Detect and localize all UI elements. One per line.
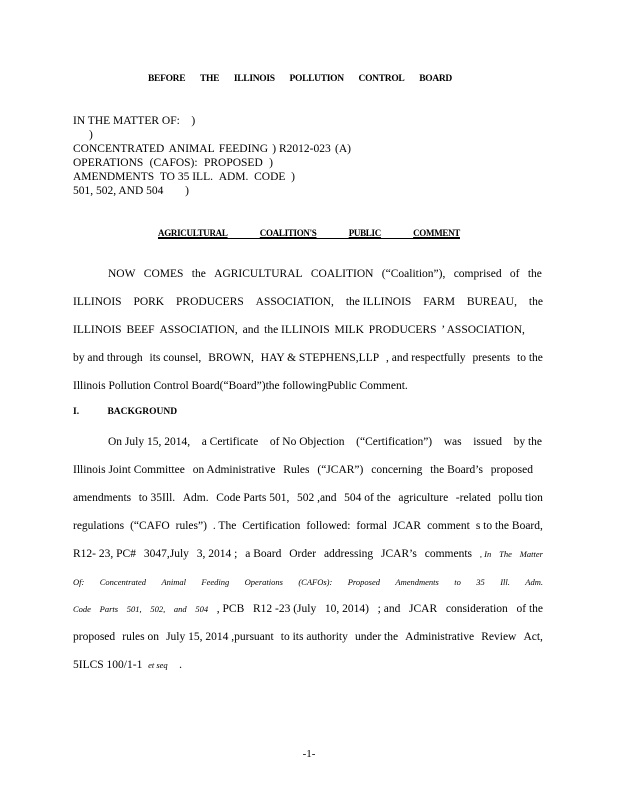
text-run: Code — [73, 604, 91, 614]
paragraph-line — [73, 323, 525, 337]
paragraph-line — [73, 602, 543, 616]
text-run: 504 — [195, 604, 209, 614]
text-run: on Administrative — [192, 464, 276, 476]
paragraph-line — [73, 491, 543, 505]
text-run: Rules — [283, 464, 310, 476]
text-run: the Board’s — [430, 464, 483, 476]
text-run: by and through — [73, 352, 143, 364]
text-run: 3, 2014 ; — [196, 548, 238, 560]
text-run: the — [528, 296, 543, 308]
text-run: the — [191, 268, 206, 280]
text-run: Of: — [73, 577, 85, 587]
text-run: FARM — [423, 296, 455, 308]
text-run: IN THE MATTER OF: — [73, 115, 180, 127]
text-run: addressing — [323, 548, 374, 560]
text-run: s to the Board, — [475, 520, 543, 532]
text-run: pollu tion — [498, 492, 543, 504]
text-run: (“JCAR”) — [317, 464, 364, 476]
text-run: ) — [185, 185, 189, 197]
document-heading — [148, 74, 452, 84]
text-run: ) — [291, 171, 295, 183]
caption-line — [73, 142, 351, 156]
text-run: Review — [481, 631, 517, 643]
text-run: 5ILCS 100/1-1 — [73, 659, 143, 671]
text-run: ILLINOIS — [73, 324, 122, 336]
text-run: Administrative — [405, 631, 475, 643]
text-run: ANIMAL — [168, 143, 215, 155]
text-run: (“Certification”) — [356, 436, 433, 448]
text-run: to the — [517, 352, 543, 364]
text-run: 502 ,and — [296, 492, 337, 504]
text-run: (“Coalition”), — [381, 268, 446, 280]
text-run: of the — [516, 603, 543, 615]
text-run: ) — [269, 157, 273, 169]
text-run: ; and — [377, 603, 401, 615]
text-run: Order — [289, 548, 317, 560]
text-run: JCAR’s — [381, 548, 417, 560]
text-run: to its authority — [280, 631, 348, 643]
text-run: its counsel, — [149, 352, 202, 364]
text-run: Illinois Pollution Control Board(“Board”) — [73, 380, 266, 392]
text-run: the following — [265, 380, 328, 392]
text-run: Public Comment. — [327, 380, 408, 392]
text-run: COALITION — [310, 268, 374, 280]
text-run: MILK — [334, 324, 364, 336]
text-run: to — [454, 577, 461, 587]
text-run: rules”) — [175, 520, 207, 532]
paragraph-line — [73, 575, 543, 589]
text-run: , and respectfully — [386, 352, 466, 364]
text-run: Concentrated — [99, 577, 147, 587]
text-run: BUREAU, — [466, 296, 517, 308]
text-run: a Certificate — [201, 436, 259, 448]
text-run: R12 -23 (July — [252, 603, 317, 615]
text-run: (“CAFO — [130, 520, 170, 532]
paragraph-line — [73, 630, 543, 644]
heading-word: THE — [199, 74, 220, 84]
text-run: by the — [513, 436, 542, 448]
text-run: the ILLINOIS — [264, 324, 330, 336]
paragraph-line — [73, 547, 543, 561]
text-run: NOW — [108, 268, 136, 280]
text-run: . The — [212, 520, 237, 532]
text-run: TO 35 ILL. — [159, 171, 213, 183]
text-run: 3047,July — [143, 548, 189, 560]
text-run: Amendments — [395, 577, 439, 587]
text-run: ASSOCIATION, — [159, 324, 238, 336]
page-number: -1- — [302, 748, 316, 760]
text-run: and — [242, 324, 260, 336]
text-run: ’ ASSOCIATION, — [441, 324, 525, 336]
paragraph-line — [108, 267, 542, 281]
text-run: 501, — [126, 604, 142, 614]
text-run: presents — [472, 352, 511, 364]
paragraph-line — [73, 658, 543, 672]
text-run: Ill. — [500, 577, 510, 587]
text-run: JCAR — [392, 520, 422, 532]
text-run: JCAR — [409, 603, 438, 615]
paragraph-line — [73, 519, 543, 533]
text-run: PROPOSED — [203, 157, 263, 169]
text-run: On July 15, 2014, — [108, 436, 191, 448]
text-run: PRODUCERS — [176, 296, 244, 308]
text-run: ASSOCIATION, — [255, 296, 334, 308]
text-run: BROWN, — [208, 352, 254, 364]
text-run: a Board — [245, 548, 282, 560]
caption-line — [73, 114, 543, 128]
heading-word: ILLINOIS — [233, 74, 275, 84]
text-run: et seq — [148, 660, 168, 670]
text-run: comment — [427, 520, 470, 532]
text-run: amendments — [73, 492, 132, 504]
text-run: the — [527, 268, 542, 280]
text-run: , In — [479, 549, 492, 559]
text-run: concerning — [371, 464, 423, 476]
text-run: consideration — [445, 603, 508, 615]
text-run: July 15, 2014 ,pursuant — [166, 631, 274, 643]
text-run: 501, 502, AND 504 — [73, 185, 164, 197]
text-run: regulations — [73, 520, 125, 532]
text-run: under the — [354, 631, 399, 643]
text-run: 504 of the — [344, 492, 391, 504]
heading-word: BOARD — [419, 74, 452, 84]
text-run: 502, — [150, 604, 166, 614]
text-run: was — [443, 436, 462, 448]
text-run: Matter — [519, 549, 543, 559]
paragraph-line — [108, 435, 542, 449]
text-run: issued — [473, 436, 502, 448]
paragraph-line — [73, 295, 543, 309]
text-run: -related — [455, 492, 491, 504]
text-run: of — [509, 268, 520, 280]
text-run: COMES — [143, 268, 184, 280]
text-run: (A) — [334, 143, 351, 155]
text-run: FEEDING — [218, 143, 269, 155]
text-run: Adm. — [182, 492, 209, 504]
text-run: Proposed — [347, 577, 380, 587]
text-run: BEEF — [126, 324, 155, 336]
text-run: of No Objection — [269, 436, 345, 448]
text-run: , PCB — [216, 603, 245, 615]
text-run: Illinois Joint Committee — [73, 464, 185, 476]
text-run: AGRICULTURAL — [214, 268, 303, 280]
text-run: HAY & STEPHENS,LLP — [260, 352, 380, 364]
text-run: Parts — [99, 604, 119, 614]
text-run: . — [179, 659, 183, 671]
caption-line — [73, 184, 189, 198]
text-run: followed: — [306, 520, 351, 532]
text-run: The — [499, 549, 512, 559]
text-run: Act, — [523, 631, 543, 643]
text-run: Operations — [244, 577, 283, 587]
text-run: ADM. — [218, 171, 249, 183]
text-run: PRODUCERS — [368, 324, 437, 336]
caption-line: ) — [89, 129, 93, 141]
text-run: ) — [191, 115, 196, 127]
heading-word: BEFORE — [148, 74, 186, 84]
text-run: 10, 2014) — [324, 603, 369, 615]
text-run: formal — [356, 520, 388, 532]
text-run: 35 — [476, 577, 485, 587]
paragraph-line — [73, 379, 408, 393]
paragraph-line — [73, 463, 533, 477]
text-run: agriculture — [398, 492, 449, 504]
text-run: and — [173, 604, 187, 614]
text-run: R12- 23, PC# — [73, 548, 136, 560]
paragraph-line — [73, 351, 543, 365]
text-run: Animal — [161, 577, 186, 587]
text-run: ILLINOIS — [73, 296, 122, 308]
text-run: to 35Ill. — [138, 492, 176, 504]
text-run: OPERATIONS — [73, 157, 144, 169]
text-run: Feeding — [201, 577, 230, 587]
text-run: CODE — [254, 171, 286, 183]
text-run: Certification — [242, 520, 301, 532]
heading-word: POLLUTION — [289, 74, 344, 84]
text-run: Adm. — [525, 577, 543, 587]
text-run: CONCENTRATED — [73, 143, 165, 155]
section-heading: I. BACKGROUND — [73, 407, 178, 417]
caption-line — [73, 156, 273, 170]
text-run: ) R2012-023 — [272, 143, 331, 155]
text-run: rules on — [122, 631, 159, 643]
text-run: proposed — [73, 631, 116, 643]
text-run: (CAFOs): — [298, 577, 333, 587]
text-run: comments — [424, 548, 472, 560]
heading-word: CONTROL — [358, 74, 405, 84]
comment-title: AGRICULTURAL COALITION'S PUBLIC COMMENT — [158, 228, 460, 238]
text-run: AMENDMENTS — [73, 171, 155, 183]
text-run: Code Parts 501, — [216, 492, 290, 504]
text-run: comprised — [453, 268, 502, 280]
text-run: proposed — [490, 464, 533, 476]
text-run: the ILLINOIS — [345, 296, 412, 308]
text-run: (CAFOS): — [149, 157, 198, 169]
text-run: PORK — [133, 296, 165, 308]
caption-line — [73, 170, 295, 184]
